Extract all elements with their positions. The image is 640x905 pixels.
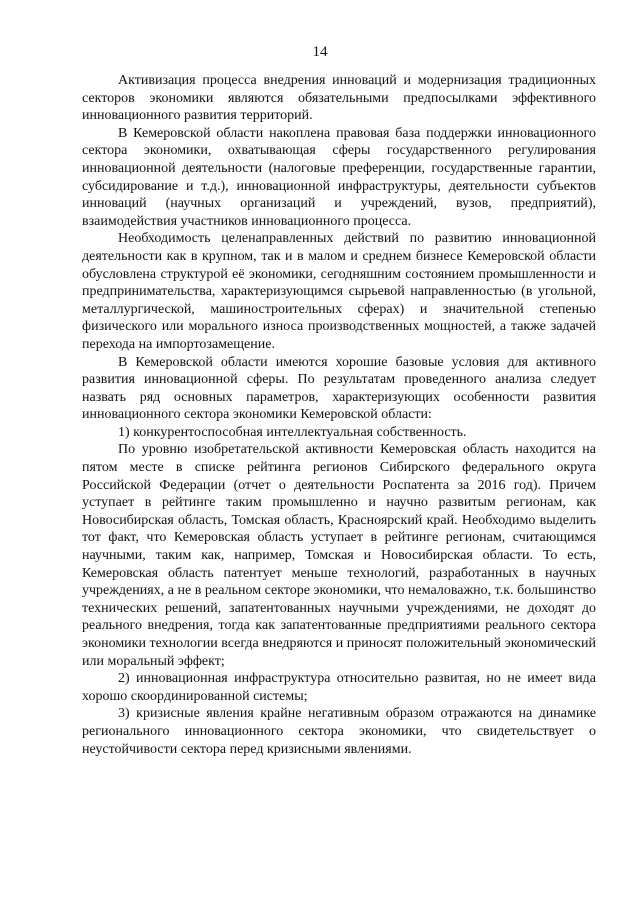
- body-text: [82, 72, 596, 758]
- page-number: 14: [312, 44, 328, 60]
- paragraph-legal-base: В Кемеровской области накоплена правовая база поддержки инновационного сектора экономики, охватывающая сферы государственного регулирования инновационной деятельности (налоговые преференции, государственные гарантии, субсидирование и т.д.), инновационной инфраструктуры, деятельности субъектов инноваций (научных организаций и учреждений, вузов, предприятий), взаимодействия участников инновационного процесса.: [82, 125, 596, 229]
- paragraph-innovation-activation: Активизация процесса внедрения инноваций и модернизация традиционных секторов экономики являются обязательными предпосылками эффективного инновационного развития территорий.: [82, 73, 596, 124]
- paragraph-necessity: Необходимость целенаправленных действий по развитию инновационной деятельности как в крупном, так и в малом и среднем бизнесе Кемеровской области обусловлена структурой её экономики, сегодняшним состоянием промышленности и предпринимательства, характеризующимся сырьевой направленностью (в угольной, металлургической, машиностроительных сферах) и значительной степенью физического или морального износа производственных мощностей, а также задачей перехода на импортозамещение.: [82, 231, 596, 352]
- list-item-crisis: 3) кризисные явления крайне негативным образом отражаются на динамике регионального инновационного сектора экономики, что свидетельствует о неустойчивости сектора перед кризисными явлениями.: [82, 706, 596, 757]
- list-item-infrastructure: 2) инновационная инфраструктура относительно развитая, но не имеет вида хорошо скоординированной системы;: [82, 671, 596, 704]
- paragraph-base-conditions: В Кемеровской области имеются хорошие базовые условия для активного развития инновационной сферы. По результатам проведенного анализа следует назвать ряд основных параметров, характеризующих особенности развития инновационного сектора экономики Кемеровской области:: [82, 354, 596, 423]
- list-item-intellectual-property: 1) конкурентоспособная интеллектуальная собственность.: [118, 424, 467, 440]
- paragraph-invention-activity: По уровню изобретательской активности Кемеровская область находится на пятом месте в списке рейтинга регионов Сибирского федерального округа Российской Федерации (отчет о деятельности Роспатента за 2016 год). Причем уступает в рейтинге таким промышленно и научно развитым регионам, как Новосибирская область, Томская область, Красноярский край. Необходимо выделить тот факт, что Кемеровская область уступает в рейтинге регионам, считающимся научными, таким как, например, Томская и Новосибирская области. То есть, Кемеровская область патентует меньше технологий, разработанных в научных учреждениях, а не в реальном секторе экономики, что немаловажно, т.к. большинство технических решений, запатентованных научными учреждениями, не доходят до реального внедрения, тогда как запатентованные предприятиями реального сектора экономики технологии всегда внедряются и приносят положительный экономический или моральный эффект;: [82, 442, 596, 669]
